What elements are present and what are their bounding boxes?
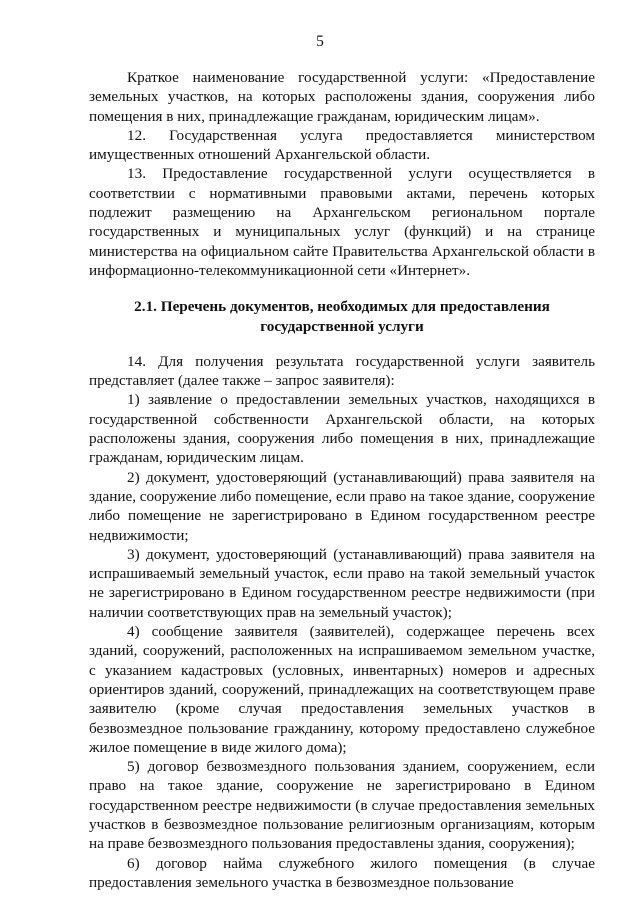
- page-number: 5: [316, 33, 324, 50]
- paragraph-14: 14. Для получения результата государственной услуги заявитель представляет (далее также – запрос заявителя):: [89, 352, 595, 390]
- list-item-6: 6) договор найма служебного жилого помещения (в случае предоставления земельного участка в безвозмездное пользование: [89, 854, 595, 891]
- list-item-4: 4) сообщение заявителя (заявителей), содержащее перечень всех зданий, сооружений, расположенных на испрашиваемом земельном участке, с указанием кадастровых (условных, инвентарных) номеров и адресных ориентиров зданий, сооружений, принадлежащих на соответствующем праве заявителю (кроме случая предоставления земельных участков в безвозмездное пользование гражданину, которому предоставлено служебное жилое помещение в виде жилого дома);: [89, 623, 595, 756]
- list-item-1: 1) заявление о предоставлении земельных участков, находящихся в государственной собственности Архангельской области, на которых расположены здания, сооружения либо помещения в них, принадлежащие гражданам, юридическим лицам.: [89, 391, 595, 467]
- document-body: [89, 68, 595, 892]
- paragraph-short-name: Краткое наименование государственной услуги: «Предоставление земельных участков, на которых расположены здания, сооружения либо помещения в них, принадлежащие гражданам, юридическим лицам».: [89, 69, 595, 125]
- list-item-3: 3) документ, удостоверяющий (устанавливающий) права заявителя на испрашиваемый земельный участок, если право на такой земельный участок не зарегистрировано в Едином государственном реестре недвижимости (при наличии соответствующих прав на земельный участок);: [89, 545, 595, 621]
- paragraph-13: 13. Предоставление государственной услуги осуществляется в соответствии с нормативными правовыми актами, перечень которых подлежит размещению на Архангельском региональном портале государственных и муниципальных услуг (функций) и на странице министерства на официальном сайте Правительства Архангельской области в информационно-телекоммуникационной сети «Интернет».: [89, 165, 595, 279]
- list-item-2: 2) документ, удостоверяющий (устанавливающий) права заявителя на здание, сооружение либо помещение, если право на такое здание, сооружение либо помещение не зарегистрировано в Едином государственном реестре недвижимости;: [89, 468, 595, 544]
- paragraph-12: 12. Государственная услуга предоставляется министерством имущественных отношений Архангельской области.: [89, 126, 595, 164]
- list-item-5: 5) договор безвозмездного пользования зданием, сооружением, если право на такое здание, сооружение не зарегистрировано в Едином государственном реестре недвижимости (в случае предоставления земельных участков в безвозмездное пользование религиозным организациям, которым на праве безвозмездного пользования предоставлены здания, сооружения);: [89, 758, 595, 853]
- section-heading: 2.1. Перечень документов, необходимых для предоставления государственной услуги: [134, 298, 550, 335]
